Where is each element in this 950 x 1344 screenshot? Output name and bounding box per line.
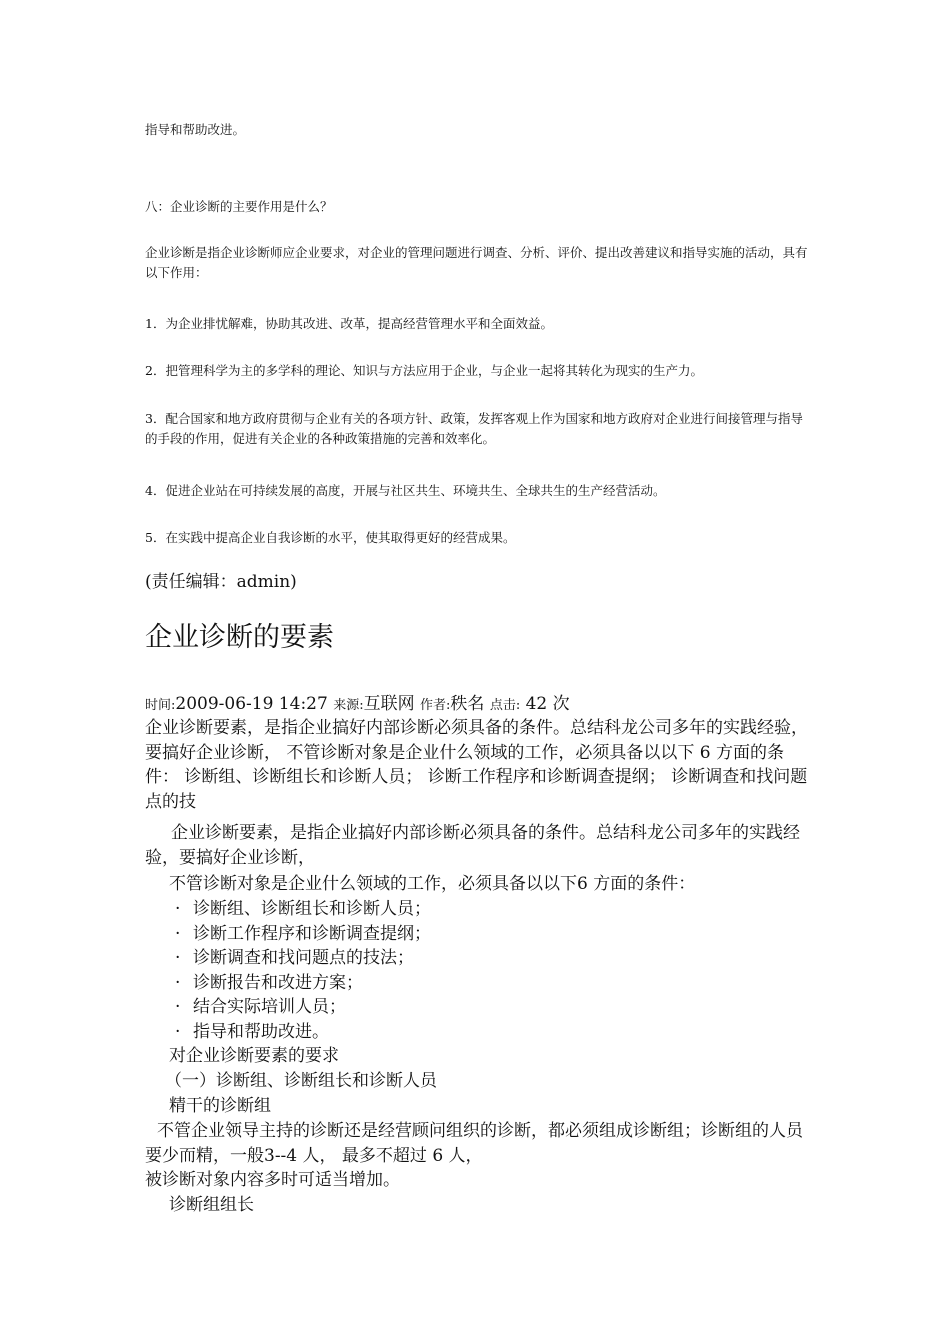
time-value: 2009-06-19 14:27 — [175, 694, 328, 714]
function-item-3: 3．配合国家和地方政府贯彻与企业有关的各项方针、政策，发挥客观上作为国家和地方政府对企业进行间接管理与指导的手段的作用，促进有关企业的各种政策措施的完善和效率化。 — [145, 411, 803, 446]
function-item-1: 1．为企业排忧解难，协助其改进、改革，提高经营管理水平和全面效益。 — [145, 316, 553, 331]
clicks-label: 点击: — [489, 698, 521, 713]
list-item: · 诊断报告和改进方案； — [175, 971, 431, 996]
article-paragraph-3: 不管企业领导主持的诊断还是经营顾问组织的诊断，都必须组成诊断组；诊断组的人员要少而精，一般3--4 人， 最多不超过 6 人， — [145, 1121, 803, 1166]
author-value: 秩名 — [450, 694, 485, 714]
bullet-icon: · — [175, 923, 181, 944]
article-paragraph-2: 不管诊断对象是企业什么领域的工作，必须具备以以下6 方面的条件： — [169, 874, 696, 894]
article-paragraph-4: 被诊断对象内容多时可适当增加。 — [145, 1170, 400, 1190]
function-item-4: 4．促进企业站在可持续发展的高度，开展与社区共生、环境共生、全球共生的生产经营活动。 — [145, 483, 666, 498]
list-item: · 指导和帮助改进。 — [175, 1020, 431, 1045]
question-8-intro: 企业诊断是指企业诊断师应企业要求，对企业的管理问题进行调查、分析、评价、提出改善建议和指导实施的活动，具有以下作用： — [145, 245, 808, 280]
list-item: · 诊断组、诊断组长和诊断人员； — [175, 897, 431, 922]
subheading-team-leader: 诊断组组长 — [169, 1195, 254, 1215]
bullet-icon: · — [175, 972, 181, 993]
clicks-value: 42 次 — [525, 694, 570, 714]
elements-list — [175, 897, 431, 1044]
source-label: 来源: — [333, 698, 364, 713]
function-item-5: 5．在实践中提高企业自我诊断的水平，使其取得更好的经营成果。 — [145, 530, 516, 545]
article-paragraph-1: 企业诊断要素，是指企业搞好内部诊断必须具备的条件。总结科龙公司多年的实践经验，要搞好企业诊断， — [145, 823, 800, 868]
list-item: · 诊断工作程序和诊断调查提纲； — [175, 922, 431, 947]
author-label: 作者: — [420, 698, 451, 713]
time-label: 时间: — [145, 698, 176, 713]
article-meta — [145, 692, 570, 718]
bullet-icon: · — [175, 899, 181, 919]
function-item-2: 2．把管理科学为主的多学科的理论、知识与方法应用于企业，与企业一起将其转化为现实的生产力。 — [145, 363, 703, 378]
bullet-icon: · — [175, 1021, 181, 1042]
section-1-heading: （一）诊断组、诊断组长和诊断人员 — [165, 1071, 437, 1091]
requirements-heading: 对企业诊断要素的要求 — [169, 1046, 339, 1066]
list-item: · 结合实际培训人员； — [175, 995, 431, 1020]
source-value: 互联网 — [363, 694, 415, 714]
previous-article-closing-line: 指导和帮助改进。 — [145, 122, 246, 137]
editor-credit: (责任编辑：admin) — [145, 572, 297, 592]
subheading-diagnosis-team: 精干的诊断组 — [169, 1096, 271, 1116]
bullet-icon: · — [175, 997, 181, 1017]
list-item: · 诊断调查和找问题点的技法； — [175, 946, 431, 971]
article-title: 企业诊断的要素 — [145, 622, 334, 653]
article-summary: 企业诊断要素，是指企业搞好内部诊断必须具备的条件。总结科龙公司多年的实践经验，要搞好企业诊断， 不管诊断对象是企业什么领域的工作，必须具备以以下 6 方面的条件： 诊断组、诊断组长和诊断人员； 诊断工作程序和诊断调查提纲； 诊断调查和找问题点的技 — [145, 718, 808, 812]
question-8-heading: 八：企业诊断的主要作用是什么？ — [145, 199, 333, 214]
bullet-icon: · — [175, 948, 181, 968]
